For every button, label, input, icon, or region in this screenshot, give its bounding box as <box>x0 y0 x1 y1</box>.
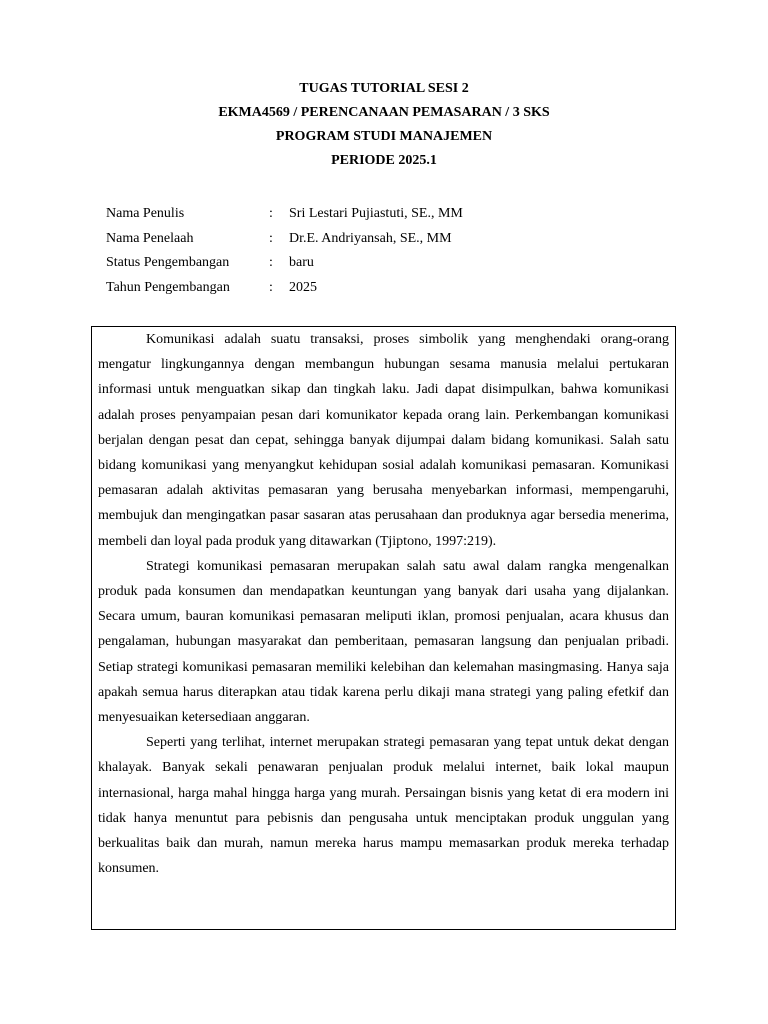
meta-row-status <box>106 251 463 276</box>
meta-separator: : <box>269 279 273 295</box>
meta-row-reviewer <box>106 227 463 252</box>
meta-row-author <box>106 202 463 227</box>
document-metadata <box>106 202 463 300</box>
meta-label: Status Pengembangan <box>106 255 230 270</box>
meta-value: baru <box>289 255 314 270</box>
reading-passage-box <box>91 326 676 930</box>
meta-separator: : <box>269 230 273 246</box>
period: PERIODE 2025.1 <box>331 153 437 168</box>
meta-value: Sri Lestari Pujiastuti, SE., MM <box>289 206 463 221</box>
paragraph: Komunikasi adalah suatu transaksi, proses simbolik yang menghendaki orang-orang mengatur lingkungannya dengan membangun hubungan sesama manusia melalui pertukaran informasi untuk menguatkan sikap dan tingkah laku. Jadi dapat disimpulkan, bahwa komunikasi adalah proses penyampaian pesan dari komunikator kepada orang lain. Perkembangan komunikasi berjalan dengan pesat dan cepat, sehingga banyak dijumpai dalam bidang komunikasi. Salah satu bidang komunikasi yang menyangkut kehidupan sosial adalah komunikasi pemasaran. Komunikasi pemasaran adalah aktivitas pemasaran yang berusaha menyebarkan informasi, mempengaruhi, membujuk dan mengingatkan pasar sasaran atas perusahaan dan produknya agar bersedia menerima, membeli dan loyal pada produk yang ditawarkan (Tjiptono, 1997:219). <box>98 332 669 549</box>
meta-row-year <box>106 276 463 301</box>
meta-value: Dr.E. Andriyansah, SE., MM <box>289 230 452 246</box>
meta-value: 2025 <box>289 279 317 295</box>
paragraph: Seperti yang terlihat, internet merupakan strategi pemasaran yang tepat untuk dekat dengan khalayak. Banyak sekali penawaran penjualan produk melalui internet, baik lokal maupun internasional, harga mahal hingga harga yang murah. Persaingan bisnis yang ketat di era modern ini tidak hanya menuntut para pebisnis dan pengusaha untuk menciptakan produk unggulan yang berkualitas baik dan murah, namun mereka harus mampu memasarkan produk mereka terhadap konsumen. <box>98 735 669 877</box>
meta-separator: : <box>269 255 273 270</box>
meta-label: Nama Penulis <box>106 206 185 221</box>
document-title: TUGAS TUTORIAL SESI 2 <box>299 81 469 96</box>
course-title: EKMA4569 / PERENCANAAN PEMASARAN / 3 SKS <box>218 105 550 120</box>
meta-separator: : <box>269 206 273 221</box>
meta-label: Nama Penelaah <box>106 230 194 246</box>
paragraph: Strategi komunikasi pemasaran merupakan salah satu awal dalam rangka mengenalkan produk pada konsumen dan mendapatkan keuntungan yang banyak dari usaha yang dijalankan. Secara umum, bauran komunikasi pemasaran meliputi iklan, promosi penjualan, acara khusus dan pengalaman, hubungan masyarakat dan pemberitaan, pemasaran langsung dan penjualan pribadi. Setiap strategi komunikasi pemasaran memiliki kelebihan dan kelemahan masingmasing. Hanya saja apakah semua harus diterapkan atau tidak karena perlu dikaji mana strategi yang paling efetkif dan menyesuaikan ketersediaan anggaran. <box>98 558 669 726</box>
meta-label: Tahun Pengembangan <box>106 279 230 295</box>
document-header <box>0 77 768 173</box>
study-program: PROGRAM STUDI MANAJEMEN <box>275 129 493 144</box>
